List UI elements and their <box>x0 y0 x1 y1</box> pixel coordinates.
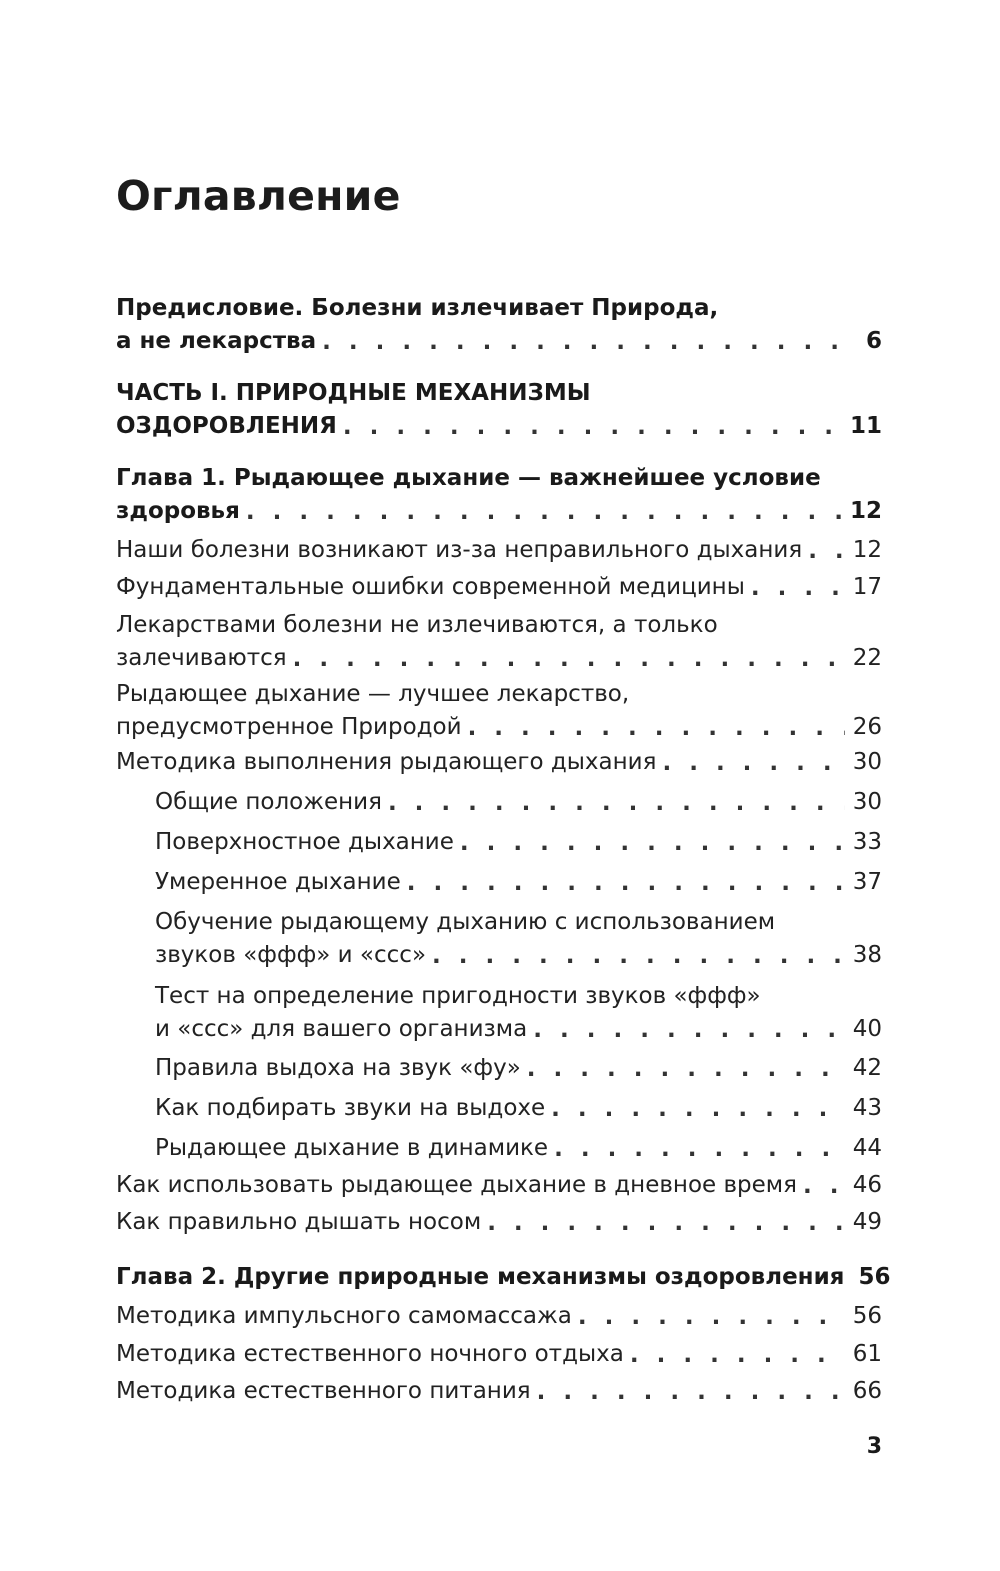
toc-entry-title-line: Глава 2. Другие природные механизмы оздоровления <box>116 1264 845 1290</box>
toc-entry[interactable] <box>116 377 882 442</box>
toc-entry-title-line: Правила выдоха на звук «фу» <box>155 1055 521 1081</box>
dot-leader <box>343 411 842 444</box>
dot-leader <box>432 940 845 973</box>
toc-page-number: 66 <box>852 1378 882 1404</box>
toc-entry[interactable] <box>116 1261 891 1294</box>
dot-leader <box>460 827 845 860</box>
dot-leader <box>487 1207 845 1240</box>
toc-entry-title-line: Как использовать рыдающее дыхание в дневное время <box>116 1172 797 1198</box>
toc-page-number: 6 <box>865 327 882 354</box>
toc-page-number: 42 <box>852 1055 882 1081</box>
toc-entry[interactable] <box>116 534 882 567</box>
toc-page-number: 22 <box>852 644 882 671</box>
toc-entry-title-line: Методика импульсного самомассажа <box>116 1303 572 1329</box>
toc-entry[interactable] <box>116 1300 882 1333</box>
dot-leader <box>468 712 845 745</box>
toc-page-number: 49 <box>852 1209 882 1235</box>
toc-entry[interactable] <box>116 571 882 604</box>
toc-entry[interactable] <box>116 609 882 674</box>
toc-page-number: 11 <box>849 412 882 439</box>
toc-page-number: 12 <box>849 497 882 524</box>
toc-entry-title-line: предусмотренное Природой <box>116 713 462 740</box>
toc-entry[interactable] <box>155 1052 882 1085</box>
toc-page-number: 30 <box>852 789 882 815</box>
dot-leader <box>751 572 845 605</box>
toc-page-number: 40 <box>852 1015 882 1042</box>
dot-leader <box>554 1133 845 1166</box>
dot-leader <box>527 1053 845 1086</box>
dot-leader <box>533 1014 844 1047</box>
toc-entry-title-line: Обучение рыдающему дыханию с использованием <box>155 909 776 935</box>
dot-leader <box>630 1339 845 1372</box>
toc-entry[interactable] <box>116 746 882 779</box>
toc-entry-title-line: здоровья <box>116 497 240 524</box>
toc-entry-title-line: Предисловие. Болезни излечивает Природа, <box>116 295 719 321</box>
toc-page-number: 56 <box>858 1264 891 1290</box>
toc-entry-title-line: а не лекарства <box>116 327 317 354</box>
toc-entry-title-line: Умеренное дыхание <box>155 869 401 895</box>
dot-leader <box>578 1301 845 1334</box>
toc-page-number: 61 <box>852 1341 882 1367</box>
toc-entry-title-line: звуков «ффф» и «ссс» <box>155 941 427 968</box>
dot-leader <box>293 643 845 676</box>
toc-entry-title-line: Поверхностное дыхание <box>155 829 454 855</box>
toc-page-number: 56 <box>852 1303 882 1329</box>
toc-entry[interactable] <box>116 1338 882 1371</box>
toc-page-number: 44 <box>852 1135 882 1161</box>
toc-entry[interactable] <box>155 786 882 819</box>
dot-leader <box>803 1170 845 1203</box>
toc-entry[interactable] <box>155 866 882 899</box>
toc-entry-title-line: Лекарствами болезни не излечиваются, а только <box>116 612 718 638</box>
toc-entry-title-line: ЧАСТЬ I. ПРИРОДНЫЕ МЕХАНИЗМЫ <box>116 380 591 406</box>
page-number: 3 <box>866 1434 882 1459</box>
toc-page-number: 38 <box>852 941 882 968</box>
toc-entry[interactable] <box>116 462 882 527</box>
dot-leader <box>407 867 845 900</box>
toc-entry-title-line: Наши болезни возникают из-за неправильного дыхания <box>116 537 803 563</box>
toc-entry[interactable] <box>155 826 882 859</box>
toc-page-number: 33 <box>852 829 882 855</box>
page-title: Оглавление <box>116 172 401 220</box>
toc-entry[interactable] <box>155 1132 882 1165</box>
toc-entry[interactable] <box>116 678 882 743</box>
toc-entry-title-line: и «ссс» для вашего организма <box>155 1015 528 1042</box>
toc-entry-title-line: Методика естественного ночного отдыха <box>116 1341 624 1367</box>
dot-leader <box>322 326 858 359</box>
toc-entry-title-line: Методика выполнения рыдающего дыхания <box>116 749 657 775</box>
toc-entry-title-line: Рыдающее дыхание — лучшее лекарство, <box>116 681 630 707</box>
toc-entry-title-line: Общие положения <box>155 789 382 815</box>
toc-page-number: 12 <box>852 537 882 563</box>
toc-page-number: 37 <box>852 869 882 895</box>
toc-entry[interactable] <box>116 1206 882 1239</box>
toc-entry[interactable] <box>155 980 882 1045</box>
toc-page-number: 17 <box>852 574 882 600</box>
toc-entry[interactable] <box>155 906 882 971</box>
dot-leader <box>551 1093 845 1126</box>
dot-leader <box>808 535 845 568</box>
toc-entry[interactable] <box>116 292 882 357</box>
toc-page-number: 46 <box>852 1172 882 1198</box>
toc-entry-title-line: ОЗДОРОВЛЕНИЯ <box>116 412 337 439</box>
toc-entry-title-line: Рыдающее дыхание в динамике <box>155 1135 549 1161</box>
toc-entry-title-line: Тест на определение пригодности звуков «ффф» <box>155 983 761 1009</box>
dot-leader <box>388 787 845 820</box>
toc-entry-title-line: Глава 1. Рыдающее дыхание — важнейшее условие <box>116 465 821 491</box>
toc-entry[interactable] <box>155 1092 882 1125</box>
dot-leader <box>246 496 842 529</box>
toc-entry-title-line: Как подбирать звуки на выдохе <box>155 1095 546 1121</box>
toc-entry-title-line: залечиваются <box>116 644 287 671</box>
dot-leader <box>662 747 844 780</box>
toc-entry[interactable] <box>116 1375 882 1408</box>
toc-entry-title-line: Фундаментальные ошибки современной медицины <box>116 574 745 600</box>
dot-leader <box>537 1376 845 1409</box>
toc-page-number: 30 <box>852 749 882 775</box>
toc-entry[interactable] <box>116 1169 882 1202</box>
toc-page-number: 26 <box>852 713 882 740</box>
toc-page-number: 43 <box>852 1095 882 1121</box>
toc-entry-title-line: Методика естественного питания <box>116 1378 531 1404</box>
toc-entry-title-line: Как правильно дышать носом <box>116 1209 482 1235</box>
